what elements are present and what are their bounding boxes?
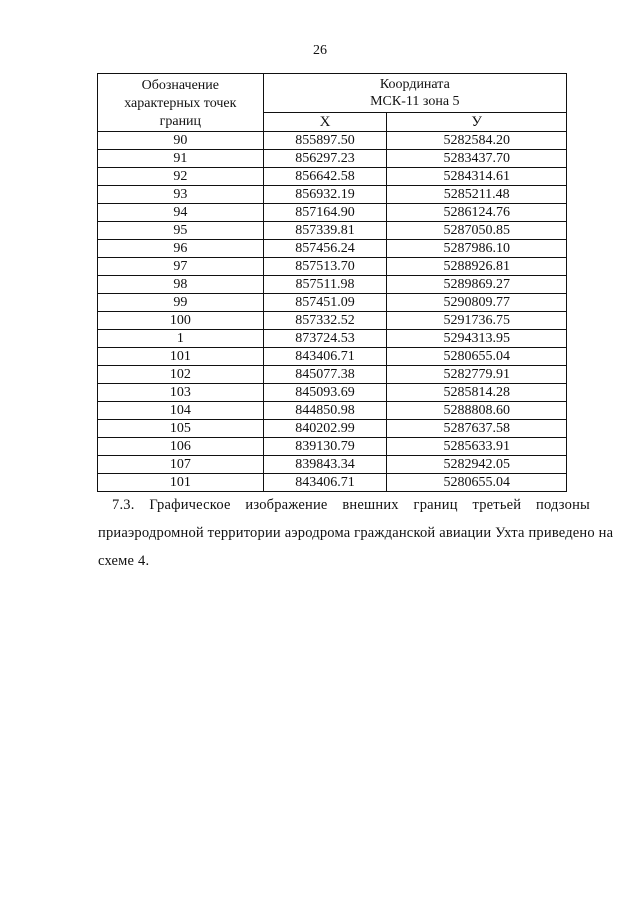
table-row — [98, 258, 567, 276]
table-row — [98, 330, 567, 348]
header-boundary-points — [98, 74, 264, 132]
x-cell: 839130.79 — [263, 438, 387, 456]
point-cell: 106 — [98, 438, 264, 456]
table-row — [98, 132, 567, 150]
table-row — [98, 294, 567, 312]
header-points-line: Обозначение — [141, 78, 220, 93]
y-cell: 5284314.61 — [387, 168, 567, 186]
point-cell: 1 — [98, 330, 264, 348]
point-cell: 91 — [98, 150, 264, 168]
x-cell: 840202.99 — [263, 420, 387, 438]
point-cell: 101 — [98, 474, 264, 492]
x-cell: 844850.98 — [263, 402, 387, 420]
y-cell: 5280655.04 — [387, 348, 567, 366]
point-cell: 101 — [98, 348, 264, 366]
y-cell: 5282779.91 — [387, 366, 567, 384]
point-cell: 100 — [98, 312, 264, 330]
point-cell: 103 — [98, 384, 264, 402]
x-cell: 857451.09 — [263, 294, 387, 312]
x-cell: 857511.98 — [263, 276, 387, 294]
paragraph-line: схеме 4. — [98, 553, 150, 569]
table-body — [98, 132, 567, 492]
table-row — [98, 420, 567, 438]
x-cell: 873724.53 — [263, 330, 387, 348]
y-cell: 5282584.20 — [387, 132, 567, 150]
point-cell: 96 — [98, 240, 264, 258]
table-row — [98, 474, 567, 492]
header-coordinate-line: Координата — [379, 77, 450, 92]
point-cell: 105 — [98, 420, 264, 438]
x-cell: 856642.58 — [263, 168, 387, 186]
y-cell: 5291736.75 — [387, 312, 567, 330]
table-row — [98, 204, 567, 222]
x-cell: 843406.71 — [263, 474, 387, 492]
point-cell: 92 — [98, 168, 264, 186]
x-cell: 856297.23 — [263, 150, 387, 168]
point-cell: 90 — [98, 132, 264, 150]
header-coordinate — [263, 74, 566, 113]
table-row — [98, 240, 567, 258]
header-points-line: характерных точек — [124, 96, 237, 111]
header-y: У — [387, 113, 567, 132]
y-cell: 5285211.48 — [387, 186, 567, 204]
header-coordinate-line: МСК-11 зона 5 — [370, 94, 460, 109]
table-row — [98, 366, 567, 384]
y-cell: 5288808.60 — [387, 402, 567, 420]
point-cell: 95 — [98, 222, 264, 240]
table-row — [98, 222, 567, 240]
table-row — [98, 150, 567, 168]
y-cell: 5294313.95 — [387, 330, 567, 348]
y-cell: 5282942.05 — [387, 456, 567, 474]
table-row — [98, 312, 567, 330]
x-cell: 845093.69 — [263, 384, 387, 402]
header-x: X — [263, 113, 387, 132]
table-row — [98, 186, 567, 204]
point-cell: 104 — [98, 402, 264, 420]
x-cell: 857332.52 — [263, 312, 387, 330]
x-cell: 855897.50 — [263, 132, 387, 150]
page-number: 26 — [313, 43, 327, 58]
y-cell: 5287986.10 — [387, 240, 567, 258]
paragraph-line: приаэродромной территории аэродрома гражданской авиации Ухта приведено на — [98, 525, 614, 541]
x-cell: 856932.19 — [263, 186, 387, 204]
coordinates-table — [97, 73, 567, 492]
x-cell: 843406.71 — [263, 348, 387, 366]
point-cell: 98 — [98, 276, 264, 294]
point-cell: 99 — [98, 294, 264, 312]
y-cell: 5288926.81 — [387, 258, 567, 276]
y-cell: 5285814.28 — [387, 384, 567, 402]
table-row — [98, 402, 567, 420]
y-cell: 5289869.27 — [387, 276, 567, 294]
y-cell: 5287637.58 — [387, 420, 567, 438]
point-cell: 102 — [98, 366, 264, 384]
table-row — [98, 276, 567, 294]
point-cell: 94 — [98, 204, 264, 222]
x-cell: 845077.38 — [263, 366, 387, 384]
table-row — [98, 456, 567, 474]
point-cell: 97 — [98, 258, 264, 276]
y-cell: 5286124.76 — [387, 204, 567, 222]
x-cell: 857339.81 — [263, 222, 387, 240]
y-cell: 5287050.85 — [387, 222, 567, 240]
table-row — [98, 348, 567, 366]
x-cell: 857456.24 — [263, 240, 387, 258]
y-cell: 5283437.70 — [387, 150, 567, 168]
point-cell: 107 — [98, 456, 264, 474]
header-points-line: границ — [159, 114, 202, 129]
y-cell: 5285633.91 — [387, 438, 567, 456]
x-cell: 857164.90 — [263, 204, 387, 222]
y-cell: 5290809.77 — [387, 294, 567, 312]
paragraph-7-3 — [98, 491, 614, 575]
table-row — [98, 384, 567, 402]
table-header — [98, 74, 567, 132]
table-row — [98, 438, 567, 456]
y-cell: 5280655.04 — [387, 474, 567, 492]
x-cell: 839843.34 — [263, 456, 387, 474]
x-cell: 857513.70 — [263, 258, 387, 276]
table-row — [98, 168, 567, 186]
paragraph-line: 7.3. Графическое изображение внешних границ третьей подзоны — [112, 497, 590, 513]
point-cell: 93 — [98, 186, 264, 204]
